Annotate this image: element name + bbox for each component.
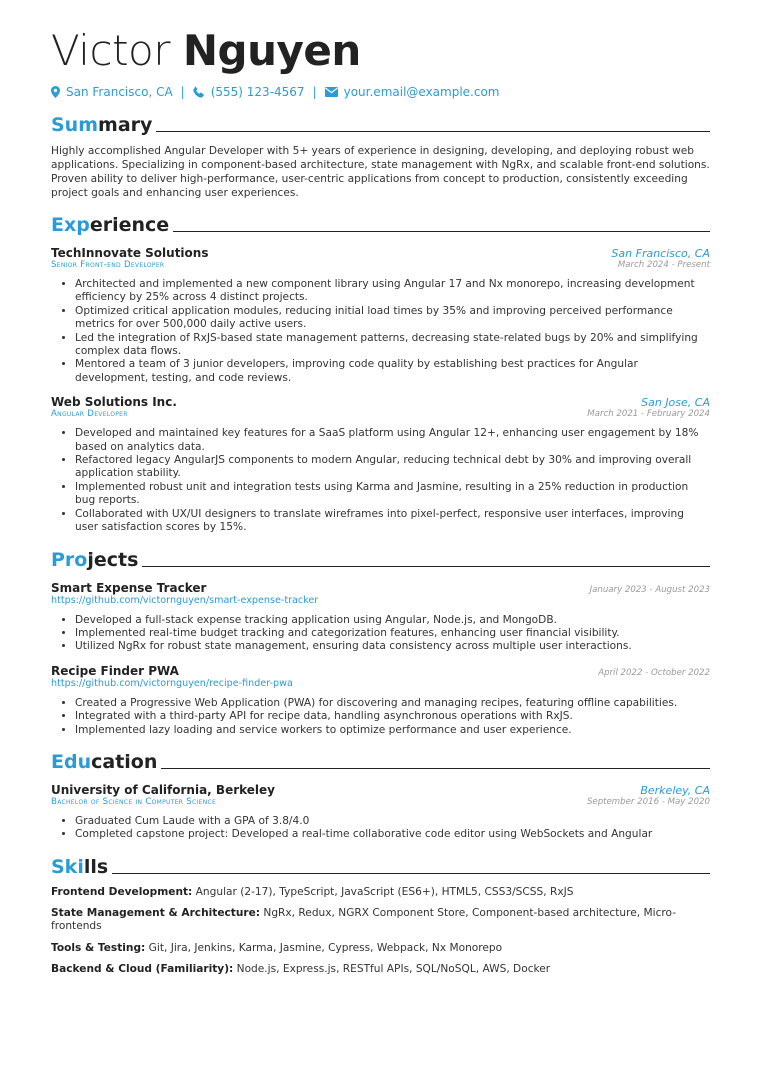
- contact-email[interactable]: your.email@example.com: [343, 85, 500, 99]
- skill-label: State Management & Architecture:: [51, 907, 261, 920]
- envelope-icon: [325, 87, 338, 97]
- phone-icon: [193, 86, 205, 98]
- contact-line: [51, 84, 710, 100]
- section-title: Projects: [51, 548, 139, 571]
- contact-location: San Francisco, CA: [66, 85, 173, 99]
- project-link[interactable]: https://github.com/victornguyen/recipe-finder-pwa: [51, 677, 293, 689]
- entry-dates: September 2016 - May 2020: [586, 796, 710, 807]
- bullet-list: [51, 815, 710, 842]
- skill-value: Angular (2-17), TypeScript, JavaScript (ES6+), HTML5, CSS3/SCSS, RxJS: [195, 885, 574, 898]
- skill-row: [51, 942, 710, 955]
- project-link[interactable]: https://github.com/victornguyen/smart-expense-tracker: [51, 594, 319, 606]
- summary-text: Highly accomplished Angular Developer with 5+ years of experience in designing, developing, and deploying robust web applications. Specializing in component-based architecture, state management with NgRx, and scalable front-end solutions. Proven ability to deliver high-performance, user-centric applications from concept to production, consistently exceeding project goals and enhancing user experiences.: [51, 145, 710, 199]
- job-title: Angular Developer: [51, 409, 128, 420]
- list-item: • Refactored legacy AngularJS components to modern Angular, reducing technical debt by 30% and improving overall application stability.: [75, 454, 710, 481]
- contact-separator: |: [180, 85, 185, 99]
- list-item: • Graduated Cum Laude with a GPA of 3.8/4.0: [75, 815, 710, 828]
- entry-location: San Francisco, CA: [611, 247, 710, 260]
- experience-section-header: [51, 214, 710, 236]
- section-title: Skills: [51, 855, 109, 878]
- bullet-list: [51, 697, 710, 737]
- section-divider: [142, 566, 710, 567]
- section-title: Experience: [51, 214, 170, 236]
- list-item: • Utilized NgRx for robust state management, ensuring data consistency across multiple user interactions.: [75, 640, 710, 653]
- skill-label: Frontend Development:: [51, 885, 193, 898]
- section-title: Summary: [51, 114, 153, 136]
- section-title: Education: [51, 750, 158, 773]
- list-item: • Implemented real-time budget tracking and categorization features, enhancing user financial visibility.: [75, 627, 710, 640]
- entry-dates: March 2024 - Present: [617, 260, 710, 270]
- project-name: Smart Expense Tracker: [51, 580, 207, 595]
- entry-location: San Jose, CA: [641, 396, 710, 410]
- degree-title: Bachelor of Science in Computer Science: [51, 796, 217, 807]
- bullet-list: [51, 427, 710, 534]
- company-name: Web Solutions Inc.: [51, 395, 177, 410]
- list-item: • Led the integration of RxJS-based state management patterns, decreasing state-related bugs by 20% and simplifying complex data flows.: [75, 332, 710, 359]
- contact-separator: |: [312, 85, 317, 99]
- bullet-list: [51, 278, 710, 385]
- section-divider: [173, 231, 710, 232]
- summary-section-header: [51, 114, 710, 136]
- section-divider: [156, 131, 710, 132]
- education-entry: [51, 783, 710, 842]
- entry-dates: April 2022 - October 2022: [598, 667, 710, 678]
- company-name: TechInnovate Solutions: [51, 246, 209, 260]
- section-divider: [161, 768, 710, 769]
- skill-row: [51, 886, 710, 899]
- contact-phone: (555) 123-4567: [210, 85, 305, 99]
- skill-label: Tools & Testing:: [51, 941, 146, 954]
- list-item: • Architected and implemented a new component library using Angular 17 and Nx monorepo, increasing development efficiency by 25% across 4 distinct projects.: [75, 278, 710, 305]
- projects-section-header: [51, 549, 710, 571]
- map-marker-icon: [51, 86, 60, 98]
- list-item: • Collaborated with UX/UI designers to translate wireframes into pixel-perfect, responsive user interfaces, improving user satisfaction scores by 15%.: [75, 508, 710, 535]
- last-name: Nguyen: [182, 26, 361, 75]
- skill-row: [51, 907, 710, 933]
- list-item: • Developed and maintained key features for a SaaS platform using Angular 12+, enhancing user engagement by 18% based on analytics data.: [75, 427, 710, 454]
- list-item: • Optimized critical application modules, reducing initial load times by 35% and improving perceived performance metrics for over 500,000 daily active users.: [75, 305, 710, 332]
- list-item: • Completed capstone project: Developed a real-time collaborative code editor using WebSockets and Angular: [75, 828, 710, 841]
- entry-dates: March 2021 - February 2024: [587, 409, 710, 420]
- school-name: University of California, Berkeley: [51, 782, 275, 797]
- first-name: Victor: [51, 26, 171, 75]
- entry-location: Berkeley, CA: [640, 783, 710, 797]
- list-item: • Integrated with a third-party API for recipe data, handling asynchronous operations with RxJS.: [75, 710, 710, 723]
- project-name: Recipe Finder PWA: [51, 663, 179, 678]
- list-item: • Developed a full-stack expense tracking application using Angular, Node.js, and MongoDB.: [75, 614, 710, 627]
- skill-value: Git, Jira, Jenkins, Karma, Jasmine, Cypress, Webpack, Nx Monorepo: [148, 941, 503, 954]
- list-item: • Implemented robust unit and integration tests using Karma and Jasmine, resulting in a 25% reduction in production bug reports.: [75, 481, 710, 508]
- experience-entry: [51, 246, 710, 385]
- section-divider: [112, 873, 710, 874]
- project-entry: [51, 664, 710, 737]
- skill-row: [51, 963, 710, 976]
- skill-value: NgRx, Redux, NGRX Component Store, Component-based architecture, Micro-frontends: [51, 907, 677, 933]
- list-item: • Created a Progressive Web Application (PWA) for discovering and managing recipes, featuring offline capabilities.: [75, 697, 710, 710]
- skill-value: Node.js, Express.js, RESTful APIs, SQL/NoSQL, AWS, Docker: [236, 963, 551, 976]
- entry-dates: January 2023 - August 2023: [589, 584, 710, 595]
- skill-label: Backend & Cloud (Familiarity):: [51, 963, 234, 976]
- experience-entry: [51, 395, 710, 534]
- education-section-header: [51, 751, 710, 773]
- job-title: Senior Front-end Developer: [51, 260, 165, 270]
- candidate-name: [51, 26, 710, 76]
- skills-section-header: [51, 856, 710, 878]
- list-item: • Mentored a team of 3 junior developers, improving code quality by establishing best practices for Angular development, testing, and code reviews.: [75, 358, 710, 385]
- skills-list: [51, 886, 710, 977]
- bullet-list: [51, 614, 710, 654]
- list-item: • Implemented lazy loading and service workers to optimize performance and user experience.: [75, 724, 710, 737]
- project-entry: [51, 581, 710, 654]
